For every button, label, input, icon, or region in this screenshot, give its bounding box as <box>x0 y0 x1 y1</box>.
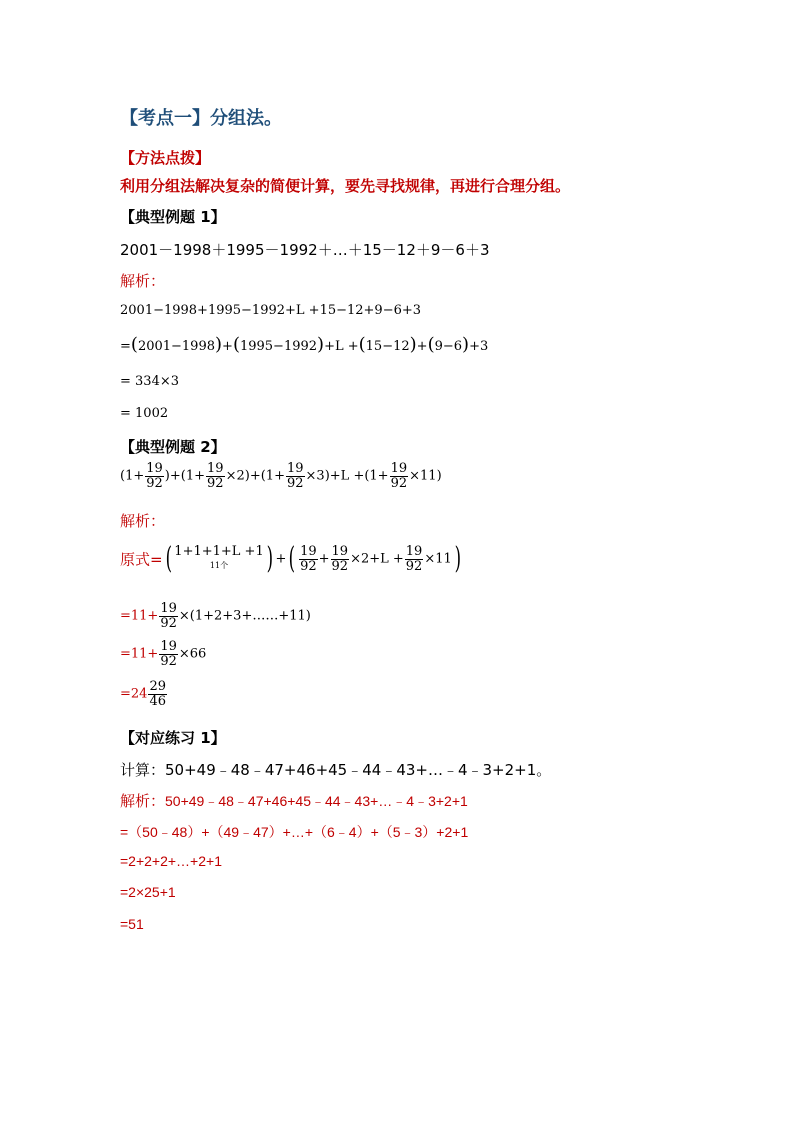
ellipsis-term: +L + <box>324 339 359 354</box>
practice1-step2: =2+2+2+…+2+1 <box>120 853 222 869</box>
example2-step1: =11+ $\frac{19}{92}$ ×(1+2+3+……+11) <box>120 601 311 631</box>
example1-heading: 【典型例题 1】 <box>120 208 226 226</box>
example1-line3: = 334×3 <box>120 374 180 389</box>
practice1-analysis-label: 解析： <box>120 792 166 810</box>
method-heading: 【方法点拨】 <box>120 149 211 167</box>
group-4: 9−6 <box>434 339 463 354</box>
example1-problem: 2001－1998＋1995－1992＋…＋15－12＋9－6＋3 <box>120 241 490 259</box>
practice1-step1: =（50﹣48）+（49﹣47）+…+（6﹣4）+（5﹣3）+2+1 <box>120 824 469 840</box>
example2-heading: 【典型例题 2】 <box>120 438 226 456</box>
practice1-step4: =51 <box>120 916 144 932</box>
example2-original-expression: 原式=( 1+1+1+L +1 11个 ) +( $\frac{19}{92}$ + $\frac{19}{92}$ ×2+L + $\frac{19}{92}$ ×11) <box>120 541 461 576</box>
example1-analysis-label: 解析： <box>120 272 166 290</box>
tail-term: +3 <box>469 339 489 354</box>
example2-step3: =24 $\frac{29}{46}$ <box>120 679 166 709</box>
example1-line2: =(2001−1998)+(1995−1992)+L +(15−12)+(9−6)+3 <box>120 334 489 355</box>
practice1-heading: 【对应练习 1】 <box>120 729 226 747</box>
example2-analysis-label: 解析： <box>120 512 166 530</box>
example1-line1: 2001−1998+1995−1992+L +15−12+9−6+3 <box>120 303 422 318</box>
ones-count-caption: 11个 <box>209 561 229 570</box>
group-2: 1995−1992 <box>239 339 318 354</box>
method-text: 利用分组法解决复杂的简便计算，要先寻找规律，再进行合理分组。 <box>120 177 571 195</box>
ones-sum: 1+1+1+L +1 <box>174 544 264 559</box>
group-3: 15−12 <box>365 339 410 354</box>
example2-step2: =11+ $\frac{19}{92}$ ×66 <box>120 639 207 669</box>
practice1-analysis-expression: 50+49﹣48﹣47+46+45﹣44﹣43+…﹣4﹣3+2+1 <box>165 793 468 809</box>
practice1-analysis <box>120 790 468 811</box>
original-label: 原式= <box>120 550 163 569</box>
example2-problem: (1+ $\frac{19}{92}$ )+(1+ $\frac{19}{92}$ ×2)+(1+ $\frac{19}{92}$ ×3)+L +(1+ $\frac{19}{92}$ ×11) <box>120 461 442 491</box>
group-1: 2001−1998 <box>137 339 215 354</box>
practice1-problem: 计算：50+49﹣48﹣47+46+45﹣44﹣43+…﹣4﹣3+2+1。 <box>120 761 552 779</box>
practice1-step3: =2×25+1 <box>120 884 176 900</box>
equals-sign: = <box>120 339 131 354</box>
section-title: 【考点一】分组法。 <box>120 108 282 129</box>
example1-line4: = 1002 <box>120 406 169 421</box>
